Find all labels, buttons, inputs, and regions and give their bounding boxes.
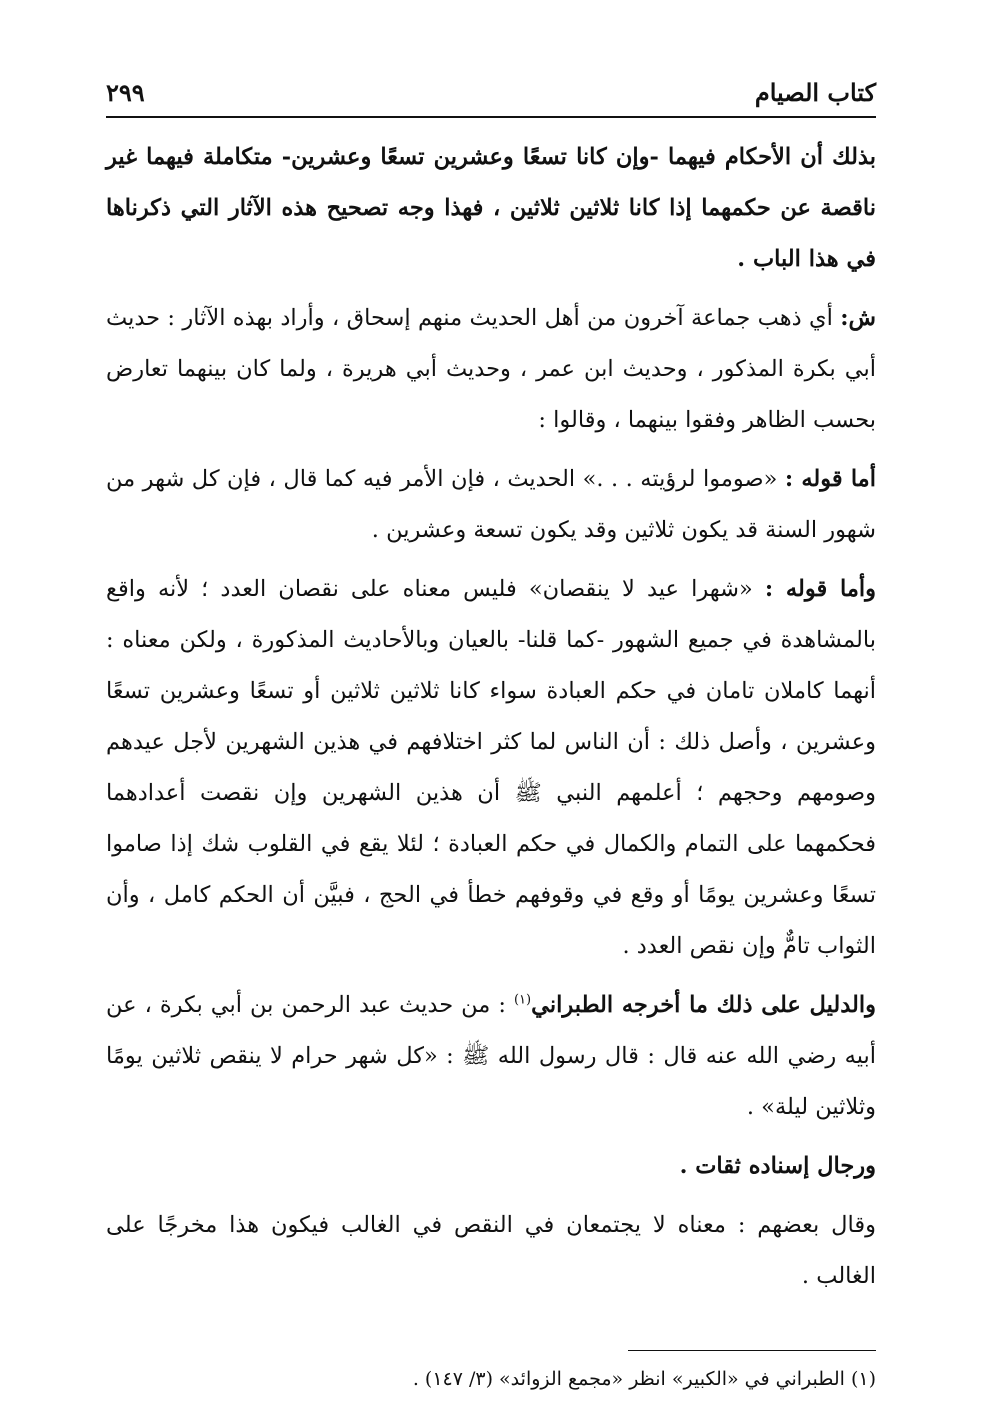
page-number: ٢٩٩ [106,78,145,107]
paragraph-4-text: «شهرا عيد لا ينقصان» فليس معناه على نقصان العدد ؛ لأنه واقع بالمشاهدة في جميع الشهور -كما قلنا- بالعيان وبالأحاديث المذكورة ، ولكن معناه : أنهما كاملان تامان في حكم العبادة سواء كانا ثلاثين ثلاثين أو تسعًا وعشرين تسعًا وعشرين ، وأصل ذلك : أن الناس لما كثر اختلافهم في هذين الشهرين لأجل عيدهم وصومهم وحجهم ؛ أعلمهم النبي ﷺ أن هذين الشهرين وإن نقصت أعدادهما فحكمهما على التمام والكمال في حكم العبادة ؛ لئلا يقع في القلوب شك إذا صاموا تسعًا وعشرين يومًا أو وقع في وقوفهم خطأ في الحج ، فبيَّن أن الحكم كامل ، وأن الثواب تامٌّ وإن نقص العدد . [106,576,876,959]
paragraph-4-label: وأما قوله : [764,576,876,602]
paragraph-3-label: أما قوله : [784,466,876,492]
page [106,74,876,1390]
paragraph-5-text: : من حديث عبد الرحمن بن أبي بكرة ، عن أبيه رضي الله عنه قال : قال رسول الله ﷺ : «كل شهر حرام لا ينقص ثلاثين يومًا وثلاثين ليلة» . [106,992,876,1120]
paragraph-5-label: والدليل على ذلك ما أخرجه الطبراني [531,992,876,1018]
footnote-divider [628,1350,876,1351]
paragraph-6: ورجال إسناده ثقات . [679,1153,876,1179]
running-title: كتاب الصيام [754,78,876,107]
page-header [106,74,876,118]
paragraph-2-text: أي ذهب جماعة آخرون من أهل الحديث منهم إسحاق ، وأراد بهذه الآثار : حديث أبي بكرة المذكور ، وحديث ابن عمر ، وحديث أبي هريرة ، ولما كان بينهما تعارض بحسب الظاهر وفقوا بينهما ، وقالوا : [106,305,876,433]
paragraph-3-text: «صوموا لرؤيته . . .» الحديث ، فإن الأمر فيه كما قال ، فإن كل شهر من شهور السنة قد يكون ثلاثين وقد يكون تسعة وعشرين . [106,466,876,543]
footnote-ref-1[interactable]: (١) [513,992,532,1008]
paragraph-2 [106,293,876,446]
paragraph-4 [106,564,876,972]
page-body [106,132,876,1310]
paragraph-1: بذلك أن الأحكام فيهما -وإن كانا تسعًا وعشرين تسعًا وعشرين- متكاملة فيهما غير ناقصة عن حكمهما إذا كانا ثلاثين ثلاثين ، فهذا وجه تصحيح هذه الآثار التي ذكرناها في هذا الباب . [106,144,876,272]
paragraph-7: وقال بعضهم : معناه لا يجتمعان في النقص في الغالب فيكون هذا مخرجًا على الغالب . [106,1212,876,1289]
footnote-1: (١) الطبراني في «الكبير» انظر «مجمع الزوائد» (٣/ ١٤٧) . [412,1368,876,1390]
paragraph-5 [106,980,876,1133]
paragraph-3 [106,454,876,556]
paragraph-2-label: ش: [840,305,876,331]
